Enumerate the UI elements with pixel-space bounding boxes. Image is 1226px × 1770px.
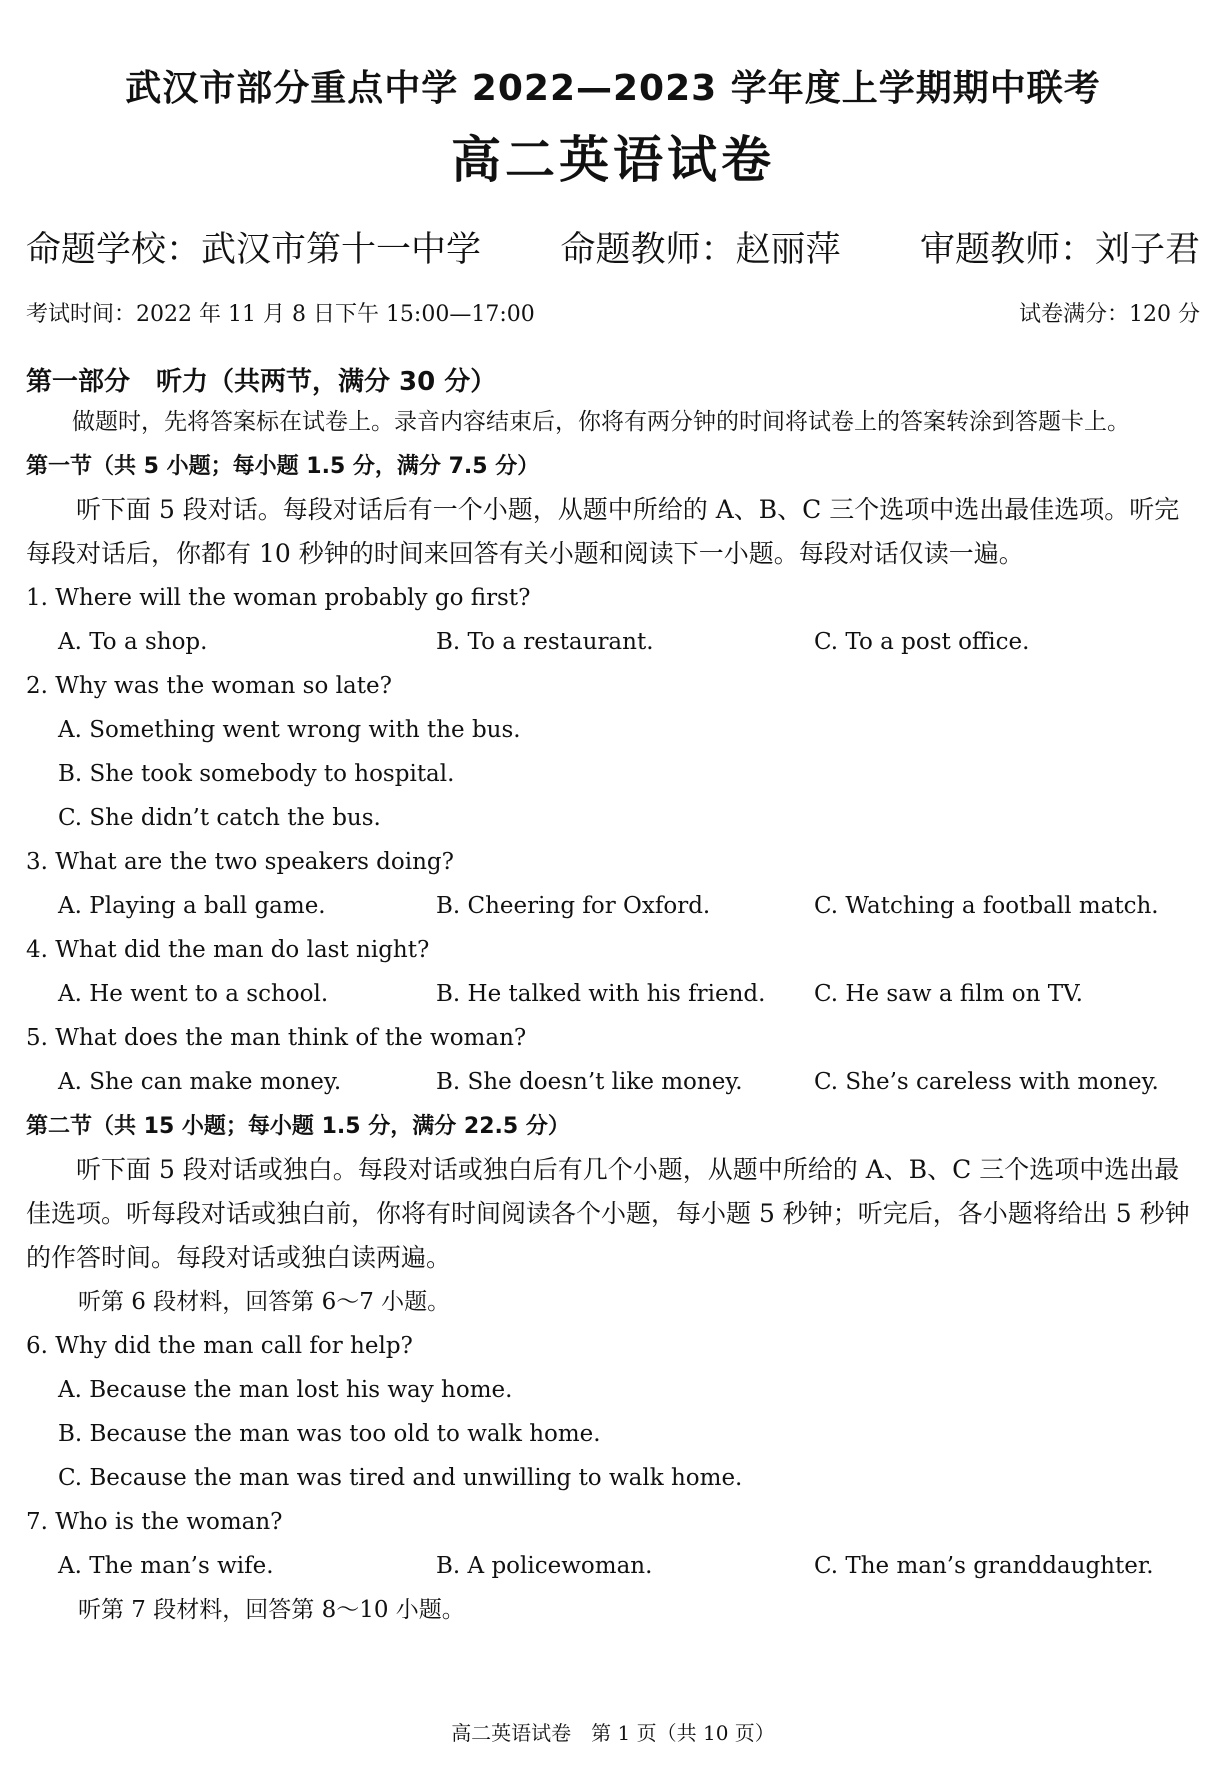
author-teacher: 命题教师：赵丽萍 — [560, 230, 841, 270]
section1-intro: 听下面 5 段对话。每段对话后有一个小题，从题中所给的 A、B、C 三个选项中选出最佳选项。听完每段对话后，你都有 10 秒钟的时间来回答有关小题和阅读下一小题。每段对话仅读一遍。 — [26, 495, 1180, 568]
option-a: A. She can make money. — [58, 1069, 342, 1095]
exam-title: 武汉市部分重点中学 2022—2023 学年度上学期期中联考 — [125, 68, 1101, 109]
section2-title: 第二节（共 15 小题；每小题 1.5 分，满分 22.5 分） — [26, 1114, 570, 1139]
part1-intro: 做题时，先将答案标在试卷上。录音内容结束后，你将有两分钟的时间将试卷上的答案转涂到答题卡上。 — [72, 409, 1130, 435]
option-b: B. He talked with his friend. — [436, 981, 766, 1007]
question-7-options — [26, 1544, 1200, 1588]
exam-info-line — [26, 300, 1200, 330]
option-c: C. Because the man was tired and unwilling to walk home. — [58, 1465, 743, 1491]
author-line — [26, 226, 1200, 274]
option-c: C. The man’s granddaughter. — [814, 1553, 1154, 1579]
question-5: 5. What does the man think of the woman? — [26, 1025, 527, 1051]
option-b: B. She doesn’t like money. — [436, 1069, 743, 1095]
question-6: 6. Why did the man call for help? — [26, 1333, 413, 1359]
option-c: C. To a post office. — [814, 629, 1030, 655]
author-reviewer: 审题教师：刘子君 — [919, 230, 1200, 270]
option-c: C. Watching a football match. — [814, 893, 1159, 919]
exam-score: 试卷满分：120 分 — [1019, 302, 1200, 327]
option-c: C. She didn’t catch the bus. — [58, 805, 381, 831]
option-a: A. The man’s wife. — [58, 1553, 274, 1579]
author-school: 命题学校：武汉市第十一中学 — [26, 230, 482, 270]
question-1-options — [26, 620, 1200, 664]
section1-title: 第一节（共 5 小题；每小题 1.5 分，满分 7.5 分） — [26, 454, 540, 479]
question-3: 3. What are the two speakers doing? — [26, 849, 454, 875]
question-5-options — [26, 1060, 1200, 1104]
question-3-options — [26, 884, 1200, 928]
option-b: B. She took somebody to hospital. — [58, 761, 455, 787]
part1-title: 第一部分 听力（共两节，满分 30 分） — [26, 367, 497, 397]
exam-time: 考试时间：2022 年 11 月 8 日下午 15:00—17:00 — [26, 302, 535, 327]
question-7: 7. Who is the woman? — [26, 1509, 283, 1535]
question-4: 4. What did the man do last night? — [26, 937, 430, 963]
option-a: A. Something went wrong with the bus. — [58, 717, 521, 743]
section2-intro: 听下面 5 段对话或独白。每段对话或独白后有几个小题，从题中所给的 A、B、C 三个选项中选出最佳选项。听每段对话或独白前，你将有时间阅读各个小题，每小题 5 秒钟；听完后，各小题将给出 5 秒钟的作答时间。每段对话或独白读两遍。 — [26, 1155, 1190, 1272]
instruction-6-7: 听第 6 段材料，回答第 6～7 小题。 — [78, 1289, 451, 1315]
option-a: A. Playing a ball game. — [58, 893, 326, 919]
option-a: A. He went to a school. — [58, 981, 329, 1007]
option-b: B. Because the man was too old to walk home. — [58, 1421, 601, 1447]
option-c: C. She’s careless with money. — [814, 1069, 1159, 1095]
exam-subtitle: 高二英语试卷 — [451, 131, 775, 189]
option-b: B. A policewoman. — [436, 1553, 653, 1579]
option-b: B. To a restaurant. — [436, 629, 654, 655]
page-footer: 高二英语试卷 第 1 页（共 10 页） — [451, 1721, 775, 1745]
instruction-8-10: 听第 7 段材料，回答第 8～10 小题。 — [78, 1597, 465, 1623]
option-a: A. To a shop. — [58, 629, 208, 655]
option-c: C. He saw a film on TV. — [814, 981, 1083, 1007]
option-a: A. Because the man lost his way home. — [58, 1377, 513, 1403]
question-2: 2. Why was the woman so late? — [26, 673, 392, 699]
option-b: B. Cheering for Oxford. — [436, 893, 711, 919]
question-4-options — [26, 972, 1200, 1016]
question-1: 1. Where will the woman probably go first? — [26, 585, 531, 611]
